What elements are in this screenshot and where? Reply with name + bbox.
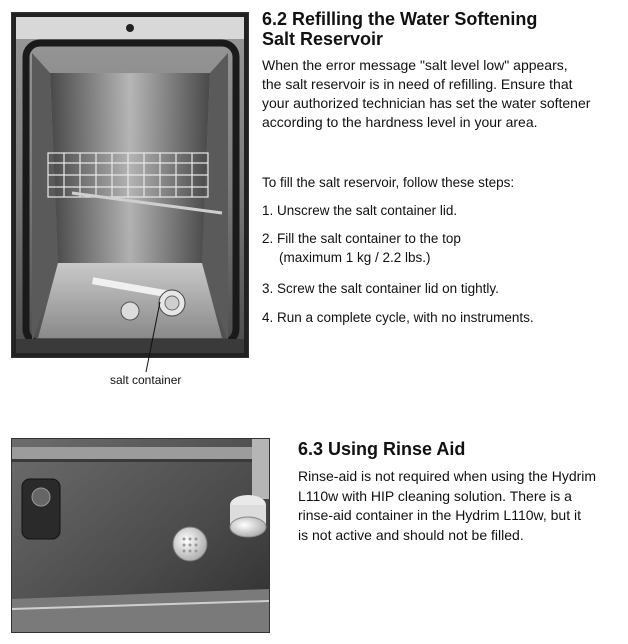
section-63-paragraph-line: rinse-aid container in the Hydrim L110w, but it	[298, 507, 581, 523]
step-4: 4. Run a complete cycle, with no instruments.	[262, 310, 534, 325]
section-62-heading	[262, 9, 602, 49]
section-62-paragraph-line: When the error message "salt level low" appears,	[262, 57, 568, 73]
section-62-paragraph-line: the salt reservoir is in need of refilling. Ensure that	[262, 76, 573, 92]
salt-container-caption: salt container	[110, 373, 182, 387]
section-63-paragraph-line: Rinse-aid is not required when using the Hydrim	[298, 468, 597, 484]
steps-intro: To fill the salt reservoir, follow these steps:	[262, 175, 515, 190]
step-1: 1. Unscrew the salt container lid.	[262, 203, 458, 218]
section-62-paragraph-line: according to the hardness level in your area.	[262, 114, 538, 130]
rinse-aid-photo	[11, 438, 270, 633]
section-63-paragraph-line: is not active and should not be filled.	[298, 526, 524, 543]
section-63-heading: 6.3 Using Rinse Aid	[298, 439, 466, 459]
step-2-detail: (maximum 1 kg / 2.2 lbs.)	[279, 250, 431, 265]
dishwasher-interior-illustration	[12, 13, 248, 357]
section-63-paragraph	[298, 467, 620, 545]
step-2: 2. Fill the salt container to the top	[262, 231, 461, 246]
step-3: 3. Screw the salt container lid on tightly.	[262, 281, 499, 296]
section-63-paragraph-line: L110w with HIP cleaning solution. There is a	[298, 487, 572, 504]
section-62-paragraph-line: your authorized technician has set the water softener	[262, 95, 591, 111]
rinse-aid-illustration	[12, 439, 269, 632]
section-62-paragraph	[262, 56, 614, 132]
dishwasher-interior-photo	[11, 12, 249, 358]
section-62-heading-line1: 6.2 Refilling the Water Softening	[262, 9, 538, 29]
section-62-heading-line2: Salt Reservoir	[262, 29, 384, 49]
